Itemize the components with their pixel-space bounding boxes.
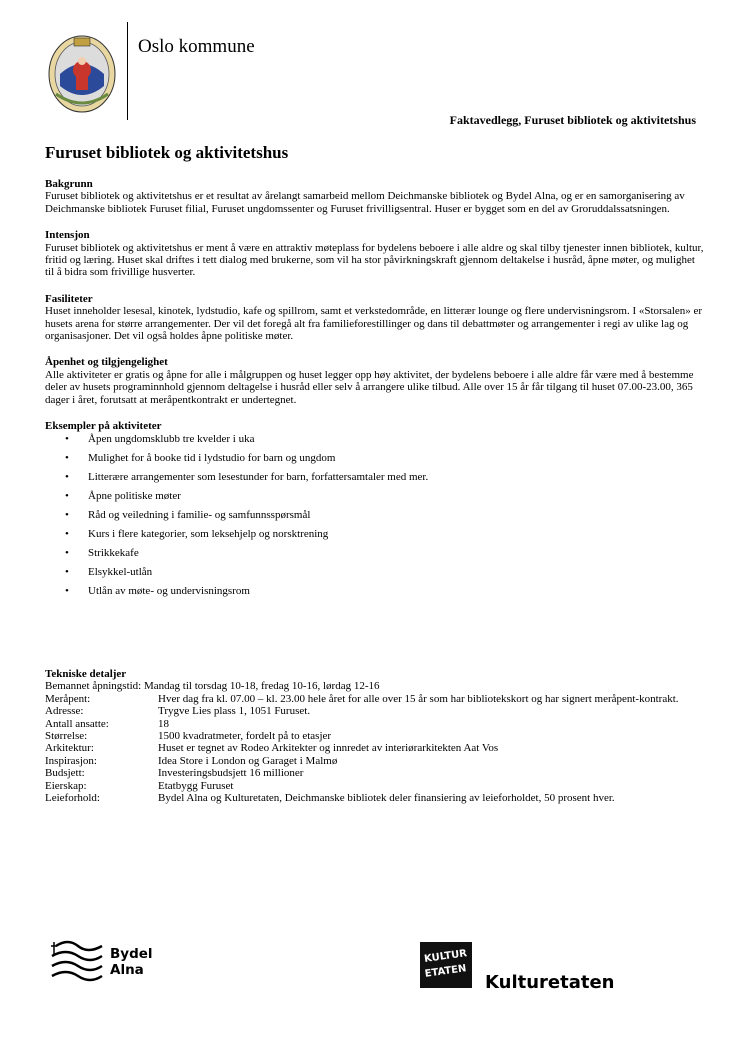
activity-list (45, 433, 705, 604)
detail-value: 18 (158, 717, 169, 730)
kulturetaten-wordmark: Kulturetaten (485, 972, 615, 993)
detail-label: Leieforhold: (45, 792, 100, 805)
header-divider (127, 22, 128, 120)
detail-row (45, 767, 705, 779)
detail-value: Hver dag fra kl. 07.00 – kl. 23.00 hele året for alle over 15 år som har bibliotekskort og har signert meråpent-kontrakt. (158, 692, 679, 705)
list-item: • Elsykkel-utlån (45, 566, 705, 585)
detail-row (45, 718, 705, 730)
document-subtitle: Faktavedlegg, Furuset bibliotek og aktivitetshus (449, 113, 696, 127)
oslo-seal-icon (46, 24, 118, 120)
list-item: • Råd og veiledning i familie- og samfunnsspørsmål (45, 509, 705, 528)
section-aktiviteter (45, 420, 705, 603)
detail-value: Etatbygg Furuset (158, 779, 234, 792)
list-item: • Litterære arrangementer som lesestunder for barn, forfattersamtaler med mer. (45, 471, 705, 490)
detail-value: 1500 kvadratmeter, fordelt på to etasjer (158, 730, 332, 743)
detail-row (45, 730, 705, 742)
tech-details (45, 668, 705, 804)
section-heading: Eksempler på aktiviteter (45, 420, 162, 433)
section-heading: Bakgrunn (45, 178, 93, 190)
detail-label: Budsjett: (45, 767, 85, 780)
section-fasiliteter (45, 293, 705, 343)
detail-row (45, 705, 705, 717)
content (45, 178, 705, 618)
kulturetaten-logo (420, 942, 472, 988)
detail-label: Størrelse: (45, 730, 88, 743)
detail-label: Adresse: (45, 705, 84, 718)
list-item: • Utlån av møte- og undervisningsrom (45, 585, 705, 604)
detail-row (45, 780, 705, 792)
section-heading: Fasiliteter (45, 292, 93, 305)
section-heading: Intensjon (45, 229, 90, 242)
section-text: Huset inneholder lesesal, kinotek, lydstudio, kafe og spillrom, samt et verkstedområde, en litterær lounge og flere undervisningsrom. I «Storsalen» er husets arena for større arrangementer. Der vil det foregå alt fra familieforestillinger og dans til debattmøter og arrangementer i regi av ulike lag og organisasjoner. Det vil også holdes åpne politiske møter. (45, 305, 703, 343)
list-item: • Åpen ungdomsklubb tre kvelder i uka (45, 433, 705, 452)
detail-row (45, 693, 705, 705)
list-item: • Strikkekafe (45, 547, 705, 566)
section-heading: Åpenhet og tilgjengelighet (45, 356, 168, 369)
detail-value: Bydel Alna og Kulturetaten, Deichmanske bibliotek deler finansiering av leieforholdet, 50 prosent hver. (158, 792, 615, 805)
detail-label: Inspirasjon: (45, 754, 97, 767)
page-title: Furuset bibliotek og aktivitetshus (45, 143, 289, 162)
list-item: • Mulighet for å booke tid i lydstudio for barn og ungdom (45, 452, 705, 471)
detail-label: Eierskap: (45, 779, 87, 792)
list-item: • Kurs i flere kategorier, som leksehjelp og norsktrening (45, 528, 705, 547)
detail-value: Idea Store i London og Garaget i Malmø (158, 754, 338, 767)
opening-hours: Bemannet åpningstid: Mandag til torsdag 10-18, fredag 10-16, lørdag 12-16 (45, 680, 380, 693)
alna-line2: Alna (110, 962, 144, 978)
detail-row (45, 792, 705, 804)
section-intensjon (45, 229, 705, 279)
org-name: Oslo kommune (138, 36, 255, 57)
svg-text:ETATEN: ETATEN (424, 963, 468, 980)
section-text: Furuset bibliotek og aktivitetshus er et resultat av årelangt samarbeid mellom Deichmanske bibliotek og Bydel Alna, og er en samorganisering av Deichmanske bibliotek Furuset filial, Furuset ungdomssenter og Furuset frivilligsentral. Huser er bygget som en del av Groruddalssatsningen. (45, 190, 685, 215)
alna-wave-icon (48, 936, 108, 988)
section-bakgrunn (45, 178, 705, 215)
section-apenhet (45, 356, 705, 406)
section-heading: Tekniske detaljer (45, 668, 127, 680)
bydel-alna-wordmark (110, 946, 153, 978)
detail-value: Trygve Lies plass 1, 1051 Furuset. (158, 705, 311, 718)
section-text: Furuset bibliotek og aktivitetshus er ment å være en attraktiv møteplass for bydelens beboere i alle aldre og skal tilby tjenester innen bibliotek, kultur, fritid og læring. Huset skal driftes i tett dialog med brukerne, som vil ha stor påvirkningskraft gjennom deltakelse i husråd, åpne møter, og mulighet til å bidra som frivillige husverter. (45, 241, 704, 279)
detail-row (45, 755, 705, 767)
detail-label: Meråpent: (45, 692, 91, 705)
svg-text:KULTUR: KULTUR (423, 948, 468, 965)
alna-line1: Bydel (110, 946, 153, 962)
detail-label: Arkitektur: (45, 742, 94, 755)
section-text: Alle aktiviteter er gratis og åpne for alle i målgruppen og huset legger opp høy aktivitet, der bydelens beboere i alle aldre får være med å bestemme deler av husets programinnhold gjennom deltagelse i husråd eller selv å arrangere ulike tilbud. Alle over 15 år får tilgang til huset 07.00-23.00, 365 dager i året, forutsatt at meråpentkontrakt er undertegnet. (45, 368, 694, 406)
detail-row (45, 742, 705, 754)
detail-value: Huset er tegnet av Rodeo Arkitekter og innredet av interiørarkitekten Aat Vos (158, 742, 499, 755)
detail-label: Antall ansatte: (45, 717, 109, 730)
list-item: • Åpne politiske møter (45, 490, 705, 509)
detail-value: Investeringsbudsjett 16 millioner (158, 767, 304, 780)
